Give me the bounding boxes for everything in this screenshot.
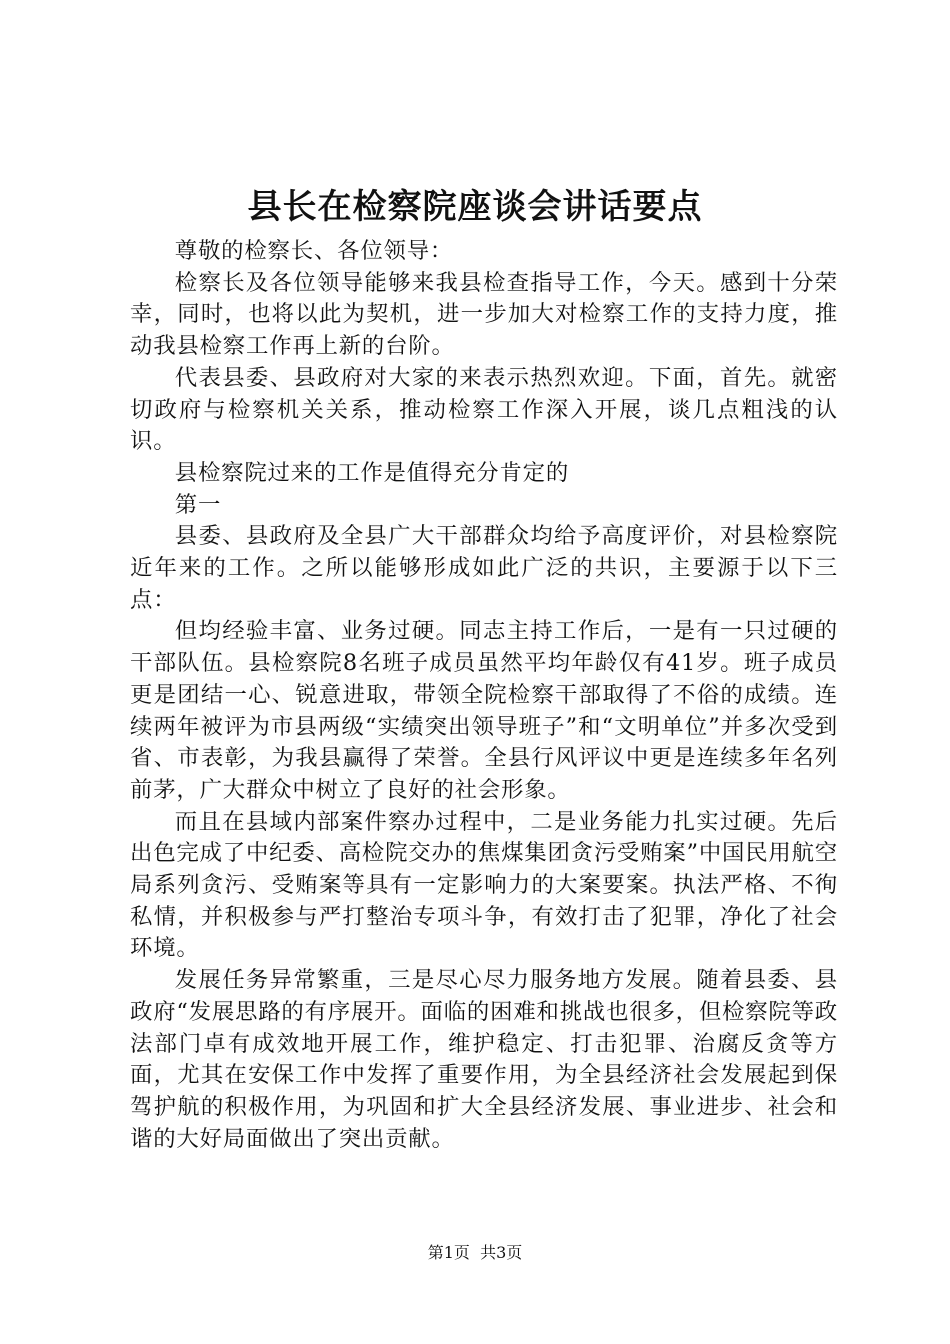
body-paragraph: 但均经验丰富、业务过硬。同志主持工作后，一是有一只过硬的干部队伍。县检察院8名班子成员虽然平均年龄仅有41岁。班子成员更是团结一心、锐意进取，带领全院检察干部取得了不俗的成绩。连续两年被评为市县两级“实绩突出领导班子”和“文明单位”并多次受到省、市表彰，为我县赢得了荣誉。全县行风评议中更是连续多年名列前茅，广大群众中树立了良好的社会形象。: [130, 618, 838, 803]
page-total: 共3页: [480, 1243, 523, 1262]
page-number: 第1页: [427, 1243, 470, 1262]
body-paragraph: 代表县委、县政府对大家的来表示热烈欢迎。下面，首先。就密切政府与检察机关关系，推动检察工作深入开展，谈几点粗浅的认识。: [130, 364, 838, 455]
section-number: 第一: [174, 491, 222, 518]
body-paragraph: 而且在县域内部案件察办过程中，二是业务能力扎实过硬。先后出色完成了中纪委、高检院交办的焦煤集团贪污受贿案”中国民用航空局系列贪污、受贿案等具有一定影响力的大案要案。执法严格、不徇私情，并积极参与严打整治专项斗争，有效打击了犯罪，净化了社会环境。: [130, 808, 838, 962]
page-footer: [0, 1241, 950, 1265]
salutation-paragraph: 尊敬的检察长、各位领导：: [174, 238, 454, 264]
document-title: 县长在检察院座谈会讲话要点: [247, 187, 703, 227]
body-paragraph: 发展任务异常繁重，三是尽心尽力服务地方发展。随着县委、县政府“发展思路的有序展开。面临的困难和挑战也很多，但检察院等政法部门卓有成效地开展工作，维护稳定、打击犯罪、治腐反贪等方面，尤其在安保工作中发挥了重要作用，为全县经济社会发展起到保驾护航的积极作用，为巩固和扩大全县经济发展、事业进步、社会和谐的大好局面做出了突出贡献。: [130, 967, 838, 1152]
document-body: [130, 236, 838, 1155]
footer-separator: [470, 1243, 480, 1262]
body-paragraph: 检察长及各位领导能够来我县检查指导工作，今天。感到十分荣幸，同时，也将以此为契机，进一步加大对检察工作的支持力度，推动我县检察工作再上新的台阶。: [130, 269, 838, 360]
section-heading: 县检察院过来的工作是值得充分肯定的: [174, 459, 570, 486]
body-paragraph: 县委、县政府及全县广大干部群众均给予高度评价，对县检察院近年来的工作。之所以能够形成如此广泛的共识，主要源于以下三点：: [130, 523, 838, 613]
